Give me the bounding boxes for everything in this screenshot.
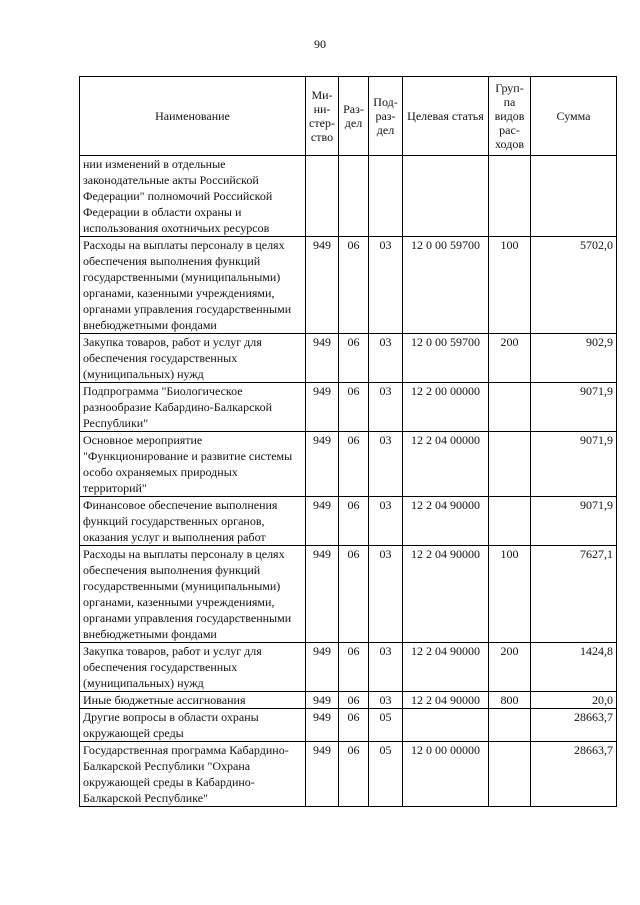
cell-target-article: 12 2 04 00000 — [403, 432, 489, 497]
budget-table — [79, 76, 617, 807]
cell-name: Подпрограмма "Биологическое разнообразие Кабардино-Балкарской Республики" — [80, 383, 306, 432]
cell-target-article: 12 0 00 59700 — [403, 237, 489, 334]
cell-amount: 9071,9 — [531, 432, 617, 497]
cell-section: 06 — [339, 432, 369, 497]
cell-amount: 9071,9 — [531, 383, 617, 432]
cell-section: 06 — [339, 237, 369, 334]
header-name: Наименование — [80, 77, 306, 156]
cell-section: 06 — [339, 497, 369, 546]
cell-amount: 7627,1 — [531, 546, 617, 643]
cell-expense-group — [489, 497, 531, 546]
cell-amount: 5702,0 — [531, 237, 617, 334]
cell-ministry: 949 — [306, 432, 339, 497]
header-ministry: Ми-ни-стер-ство — [306, 77, 339, 156]
cell-subsection: 03 — [369, 383, 403, 432]
cell-expense-group: 100 — [489, 237, 531, 334]
cell-target-article — [403, 709, 489, 742]
cell-target-article: 12 2 00 00000 — [403, 383, 489, 432]
cell-amount: 9071,9 — [531, 497, 617, 546]
cell-ministry: 949 — [306, 643, 339, 692]
cell-subsection: 03 — [369, 237, 403, 334]
cell-section: 06 — [339, 334, 369, 383]
cell-name: нии изменений в отдельные законодательные акты Российской Федерации" полномочий Российской Федерации в области охраны и использования охотничьих ресурсов — [80, 156, 306, 237]
cell-expense-group — [489, 742, 531, 807]
cell-ministry: 949 — [306, 237, 339, 334]
cell-name: Закупка товаров, работ и услуг для обеспечения государственных (муниципальных) нужд — [80, 334, 306, 383]
cell-subsection: 03 — [369, 432, 403, 497]
cell-name: Основное мероприятие "Функционирование и развитие системы особо охраняемых природных территорий" — [80, 432, 306, 497]
cell-section: 06 — [339, 692, 369, 709]
cell-section: 06 — [339, 643, 369, 692]
cell-target-article: 12 2 04 90000 — [403, 546, 489, 643]
cell-ministry: 949 — [306, 742, 339, 807]
cell-target-article: 12 0 00 59700 — [403, 334, 489, 383]
table-row — [80, 334, 617, 383]
table-header-row — [80, 77, 617, 156]
cell-name: Финансовое обеспечение выполнения функций государственных органов, оказания услуг и выполнения работ — [80, 497, 306, 546]
cell-amount: 1424,8 — [531, 643, 617, 692]
cell-ministry: 949 — [306, 546, 339, 643]
cell-target-article: 12 2 04 90000 — [403, 497, 489, 546]
cell-section: 06 — [339, 742, 369, 807]
header-expense-group: Груп-па видов рас-ходов — [489, 77, 531, 156]
table-row — [80, 742, 617, 807]
cell-subsection: 03 — [369, 334, 403, 383]
cell-amount: 20,0 — [531, 692, 617, 709]
cell-expense-group — [489, 156, 531, 237]
cell-section — [339, 156, 369, 237]
header-target-article: Целевая статья — [403, 77, 489, 156]
header-section: Раз-дел — [339, 77, 369, 156]
cell-section: 06 — [339, 709, 369, 742]
cell-amount: 28663,7 — [531, 742, 617, 807]
header-amount: Сумма — [531, 77, 617, 156]
table-row — [80, 692, 617, 709]
cell-expense-group: 800 — [489, 692, 531, 709]
cell-ministry: 949 — [306, 692, 339, 709]
cell-subsection: 03 — [369, 497, 403, 546]
header-subsection: Под-раз-дел — [369, 77, 403, 156]
cell-section: 06 — [339, 383, 369, 432]
cell-expense-group: 200 — [489, 643, 531, 692]
cell-subsection: 03 — [369, 692, 403, 709]
cell-name: Расходы на выплаты персоналу в целях обеспечения выполнения функций государственными (муниципальными) органами, казенными учреждениями, органами управления государственными внебюджетными фондами — [80, 237, 306, 334]
cell-amount: 902,9 — [531, 334, 617, 383]
cell-target-article: 12 2 04 90000 — [403, 643, 489, 692]
table-body — [80, 156, 617, 807]
cell-ministry: 949 — [306, 709, 339, 742]
cell-expense-group — [489, 709, 531, 742]
table-row — [80, 497, 617, 546]
cell-subsection: 05 — [369, 709, 403, 742]
cell-expense-group: 200 — [489, 334, 531, 383]
cell-expense-group — [489, 432, 531, 497]
cell-name: Иные бюджетные ассигнования — [80, 692, 306, 709]
cell-subsection: 03 — [369, 643, 403, 692]
cell-ministry: 949 — [306, 383, 339, 432]
table-row — [80, 383, 617, 432]
page-number: 90 — [314, 37, 326, 51]
table-row — [80, 709, 617, 742]
table-row — [80, 643, 617, 692]
cell-subsection: 05 — [369, 742, 403, 807]
table-row — [80, 432, 617, 497]
cell-amount: 28663,7 — [531, 709, 617, 742]
cell-target-article — [403, 156, 489, 237]
cell-amount — [531, 156, 617, 237]
table-row — [80, 546, 617, 643]
cell-name: Расходы на выплаты персоналу в целях обеспечения выполнения функций государственными (муниципальными) органами, казенными учреждениями, органами управления государственными внебюджетными фондами — [80, 546, 306, 643]
cell-expense-group — [489, 383, 531, 432]
cell-ministry: 949 — [306, 334, 339, 383]
cell-name: Другие вопросы в области охраны окружающей среды — [80, 709, 306, 742]
cell-ministry — [306, 156, 339, 237]
cell-target-article: 12 0 00 00000 — [403, 742, 489, 807]
cell-subsection — [369, 156, 403, 237]
cell-target-article: 12 2 04 90000 — [403, 692, 489, 709]
table-row — [80, 237, 617, 334]
cell-section: 06 — [339, 546, 369, 643]
cell-subsection: 03 — [369, 546, 403, 643]
cell-name: Государственная программа Кабардино-Балкарской Республики "Охрана окружающей среды в Кабардино-Балкарской Республике" — [80, 742, 306, 807]
cell-expense-group: 100 — [489, 546, 531, 643]
cell-name: Закупка товаров, работ и услуг для обеспечения государственных (муниципальных) нужд — [80, 643, 306, 692]
cell-ministry: 949 — [306, 497, 339, 546]
table-row — [80, 156, 617, 237]
